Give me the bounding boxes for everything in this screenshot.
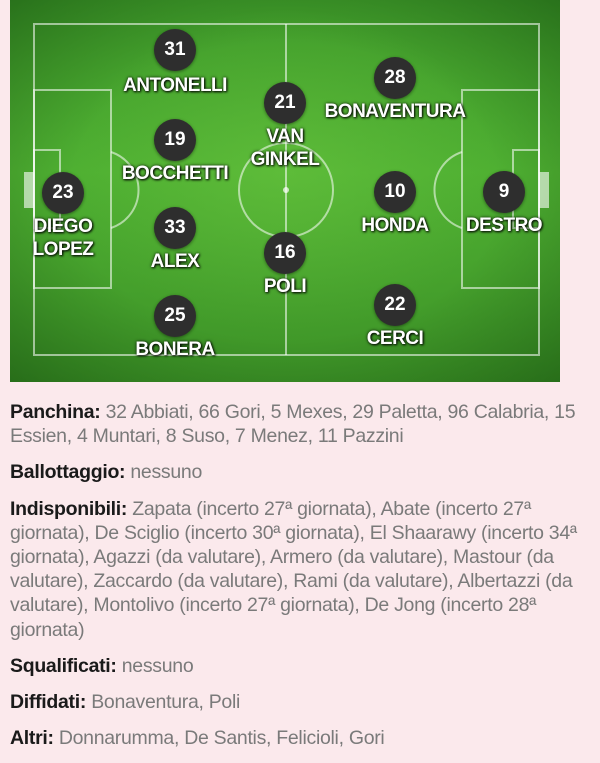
player-name: BONERA (135, 339, 215, 360)
player-name: DESTRO (465, 215, 543, 236)
player-number: 9 (483, 171, 525, 213)
player-name: POLI (263, 276, 307, 297)
squalificati-line (10, 654, 600, 678)
player-number: 10 (374, 171, 416, 213)
panchina-line (10, 400, 600, 448)
player-number: 21 (264, 82, 306, 124)
player-number: 31 (154, 29, 196, 71)
indisponibili-value: Zapata (incerto 27ª giornata), Abate (incerto 27ª giornata), De Sciglio (incerto 30ª giornata), El Shaarawy (incerto 34ª giornata), Agazzi (da valutare), Armero (da valutare), Mastour (da valutare), Zaccardo (da valutare), Rami (da valutare), Albertazzi (da valutare), Montolivo (incerto 27ª giornata), De Jong (incerto 28ª giornata) (10, 497, 577, 641)
player-name: ALEX (150, 251, 200, 272)
panchina-label: Panchina: (10, 401, 101, 423)
indisponibili-line (10, 497, 600, 642)
player-number: 33 (154, 207, 196, 249)
player-name: BOCCHETTI (121, 163, 229, 184)
squalificati-value: nessuno (121, 654, 194, 677)
ballottaggio-line (10, 460, 600, 484)
player-number: 19 (154, 119, 196, 161)
player-name: CERCI (366, 328, 424, 349)
pitch-markings (10, 0, 560, 382)
player-number: 25 (154, 295, 196, 337)
diffidati-line (10, 690, 600, 714)
player-name: VAN GINKEL (250, 126, 320, 170)
panchina-value: 32 Abbiati, 66 Gori, 5 Mexes, 29 Paletta, 96 Calabria, 15 Essien, 4 Muntari, 8 Suso, 7 Menez, 11 Pazzini (10, 401, 576, 448)
altri-line (10, 726, 600, 750)
player-number: 28 (374, 57, 416, 99)
player-number: 23 (42, 172, 84, 214)
ballottaggio-value: nessuno (130, 461, 203, 484)
diffidati-value: Bonaventura, Poli (91, 691, 241, 714)
ballottaggio-label: Ballottaggio: (10, 461, 126, 484)
player-name: ANTONELLI (123, 75, 227, 96)
player-name: BONAVENTURA (324, 101, 466, 122)
indisponibili-label: Indisponibili: (10, 497, 128, 520)
altri-value: Donnarumma, De Santis, Felicioli, Gori (58, 727, 385, 750)
player-name: HONDA (361, 215, 429, 236)
player-number: 16 (264, 232, 306, 274)
altri-label: Altri: (10, 727, 54, 750)
player-number: 22 (374, 284, 416, 326)
squalificati-label: Squalificati: (10, 654, 117, 677)
player-name: DIEGO LOPEZ (32, 216, 94, 260)
football-pitch (10, 0, 560, 382)
diffidati-label: Diffidati: (10, 691, 87, 714)
squad-info (10, 400, 600, 762)
